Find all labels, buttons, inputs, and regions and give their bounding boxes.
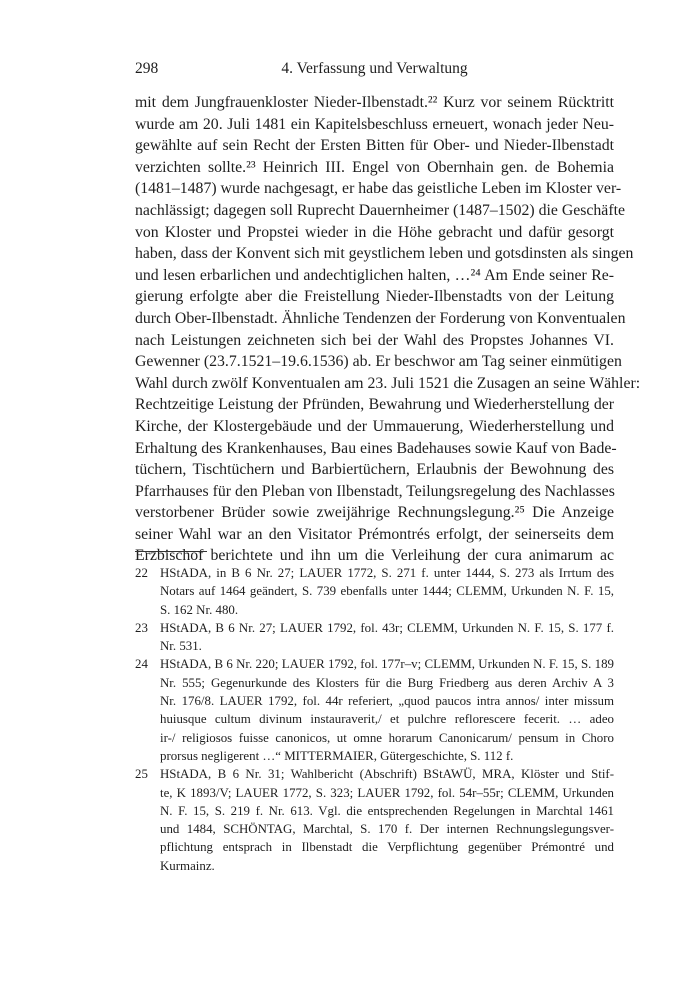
footnote-23 — [135, 619, 614, 656]
body-line: Wahl durch zwölf Konventualen am 23. Juli 1521 die Zusagen an seine Wähler: — [135, 374, 641, 392]
footnote-line: und 1484, SCHÖNTAG, Marchtal, S. 170 f. Der internen Rechnungslegungsver- — [160, 822, 614, 837]
footnote-line: S. 162 Nr. 480. — [160, 602, 239, 617]
body-line: wurde am 20. Juli 1481 ein Kapitelsbeschluss erneuert, wonach jeder Neu- — [135, 115, 614, 133]
footnote-line: Nr. 555; Gegenurkunde des Klosters für die Burg Friedberg aus deren Archiv A 3 — [160, 675, 614, 690]
page-number: 298 — [135, 60, 159, 77]
footnote-line: pflichtung entsprach in Ilbenstadt die Verpflichtung gegenüber Prémontré und — [160, 840, 614, 855]
footnote-number: 25 — [135, 767, 148, 782]
body-line: Pfarrhauses für den Pleban von Ilbenstadt, Teilungsregelung des Nachlasses — [135, 482, 615, 500]
body-line: von Kloster und Propstei wieder in die Höhe gebracht und dafür gesorgt — [135, 223, 614, 241]
footnote-line: prorsus negligerent …“ MITTERMAIER, Gütergeschichte, S. 112 f. — [160, 748, 514, 763]
footnote-number: 24 — [135, 657, 148, 672]
page-header — [135, 60, 614, 82]
footnote-line: N. F. 15, S. 219 f. Nr. 613. Vgl. die entsprechenden Regelungen in Marchtal 1461 — [160, 803, 614, 818]
footnote-line: ir-/ religiosos fuisse canonicos, ut omne horarum Canonicarum/ pensum in Choro — [160, 730, 614, 745]
footnote-number: 22 — [135, 566, 148, 580]
body-line: (1481–1487) wurde nachgesagt, er habe das geistliche Leben im Kloster ver- — [135, 180, 622, 198]
footnote-line: Nr. 531. — [160, 639, 202, 654]
body-line: nachlässigt; dagegen soll Ruprecht Dauernheimer (1487–1502) die Geschäfte — [135, 201, 625, 219]
body-line: Gewenner (23.7.1521–19.6.1536) ab. Er beschwor am Tag seiner einmütigen — [135, 353, 622, 371]
body-line: Erzbischof berichtete und ihn um die Verleihung der cura animarum ac — [135, 547, 614, 565]
body-text — [135, 92, 641, 567]
footnote-separator — [135, 551, 207, 552]
footnote-line: huiusque cultum divinum instauraverit,/ et pulchre reflorescere fecerit. … adeo — [160, 712, 614, 727]
body-line: mit dem Jungfrauenkloster Nieder-Ilbenstadt.²² Kurz vor seinem Rücktritt — [135, 94, 614, 111]
body-line: Rechtzeitige Leistung der Pfründen, Bewahrung und Wiederherstellung der — [135, 396, 614, 414]
body-line: Kirche, der Klostergebäude und der Ummauerung, Wiederherstellung und — [135, 417, 614, 435]
body-line: gewählte auf sein Recht der Ersten Bitten für Ober- und Nieder-Ilbenstadt — [135, 137, 614, 155]
footnote-line: Nr. 176/8. LAUER 1792, fol. 44r referiert, „quod paucos intra annos/ inter missum — [160, 694, 614, 709]
footnote-line: Notars auf 1464 geändert, S. 739 ebenfalls unter 1444; CLEMM, Urkunden N. F. 15, — [160, 584, 614, 599]
running-title: 4. Verfassung und Verwaltung — [281, 60, 468, 77]
body-line: nach Leistungen zeichneten sich bei der Wahl des Propstes Johannes VI. — [135, 331, 614, 349]
footnote-line: HStADA, B 6 Nr. 31; Wahlbericht (Abschrift) BStAWÜ, MRA, Klöster und Stif- — [160, 767, 614, 782]
footnote-line: HStADA, B 6 Nr. 27; LAUER 1792, fol. 43r; CLEMM, Urkunden N. F. 15, S. 177 f. — [160, 620, 614, 635]
footnote-line: Kurmainz. — [160, 858, 215, 873]
body-line: verstorbener Brüder sowie zweijährige Rechnungslegung.²⁵ Die Anzeige — [135, 504, 614, 522]
body-line: haben, dass der Konvent sich mit geystlichem leben und gotsdinsten als singen — [135, 245, 634, 263]
body-line: verzichten sollte.²³ Heinrich III. Engel von Obernhain gen. de Bohemia — [135, 158, 614, 176]
footnotes — [135, 564, 614, 875]
body-line: und lesen erbarlichen und andechtiglichen halten, …²⁴ Am Ende seiner Re- — [135, 266, 614, 284]
body-line: gierung erfolgte aber die Freistellung Nieder-Ilbenstadts von der Leitung — [135, 288, 614, 306]
footnote-25 — [135, 765, 614, 875]
footnote-number: 23 — [135, 620, 148, 635]
body-line: tüchern, Tischtüchern und Barbiertüchern, Erlaubnis der Bewohnung des — [135, 461, 614, 479]
body-line: Erhaltung des Krankenhauses, Bau eines Badehauses sowie Kauf von Bade- — [135, 439, 617, 457]
body-line: durch Ober-Ilbenstadt. Ähnliche Tendenzen der Forderung von Konventualen — [135, 309, 626, 327]
footnote-line: HStADA, in B 6 Nr. 27; LAUER 1772, S. 271 f. unter 1444, S. 273 als Irrtum des — [160, 566, 614, 580]
footnote-line: te, K 1893/V; LAUER 1772, S. 323; LAUER 1792, fol. 54r–55r; CLEMM, Urkunden — [160, 785, 614, 800]
footnote-22 — [135, 564, 614, 619]
footnote-24 — [135, 655, 614, 765]
footnote-line: HStADA, B 6 Nr. 220; LAUER 1792, fol. 177r–v; CLEMM, Urkunden N. F. 15, S. 189 — [160, 657, 614, 672]
body-line: seiner Wahl war an den Visitator Prémontrés erfolgt, der seinerseits dem — [135, 525, 614, 543]
